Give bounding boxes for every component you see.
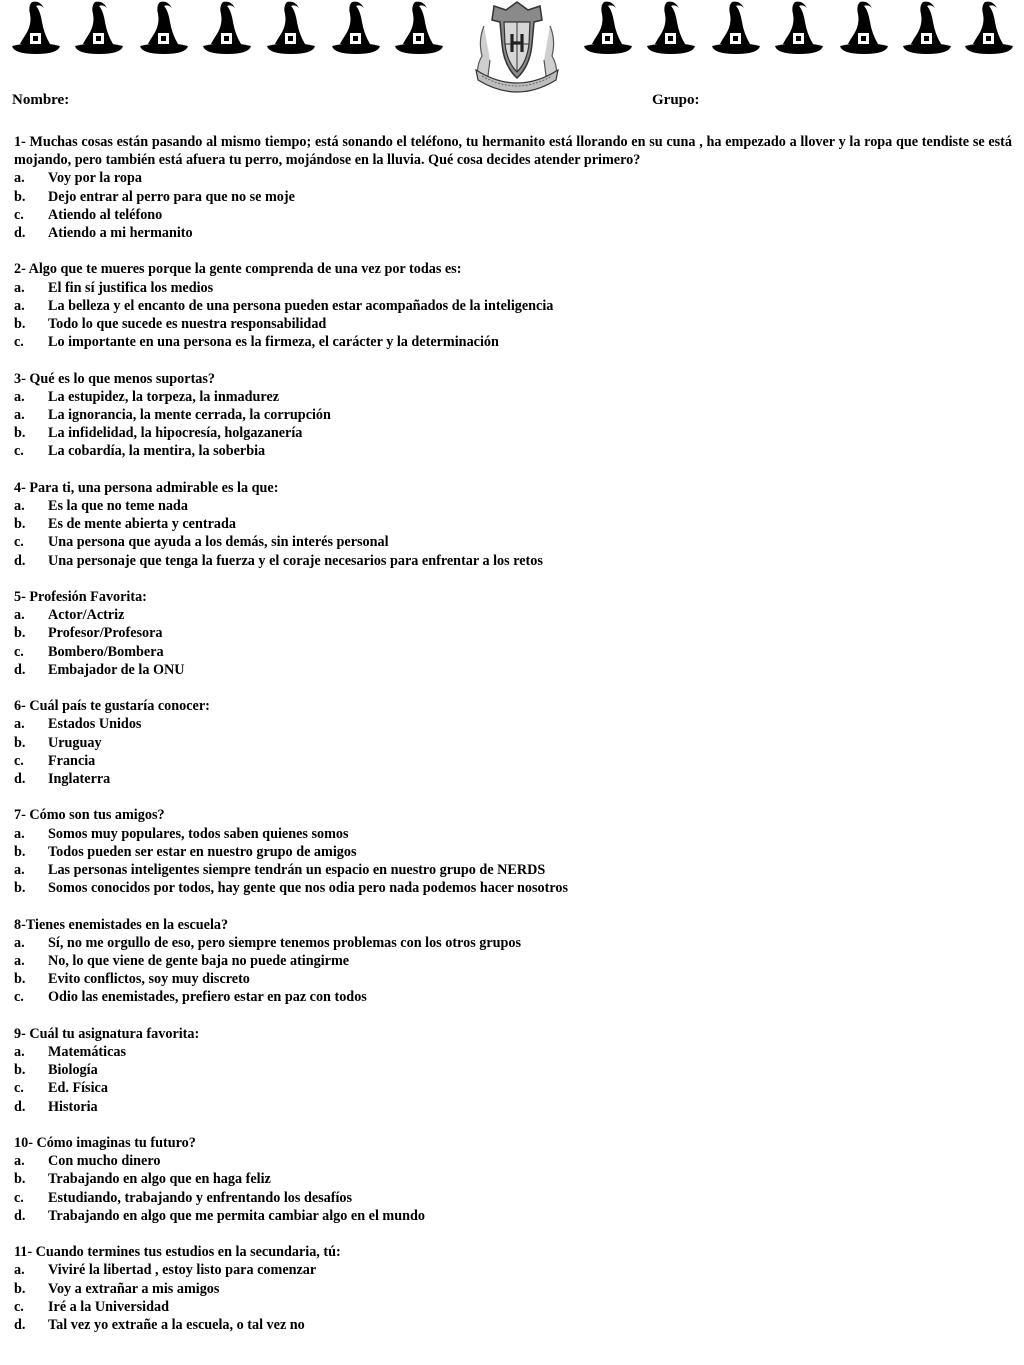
witch-hat-icon — [773, 0, 825, 58]
option-letter: c. — [14, 534, 24, 551]
option-letter: b. — [14, 843, 26, 860]
witch-hat-icon — [645, 0, 697, 58]
answer-option — [14, 825, 1012, 843]
answer-option — [14, 1170, 1012, 1188]
option-text: No, lo que viene de gente baja no puede atingirme — [48, 953, 350, 970]
witch-hat-icon — [138, 0, 190, 58]
option-text: La cobardía, la mentira, la soberbia — [48, 443, 266, 460]
answer-option — [14, 624, 1012, 642]
option-text: Las personas inteligentes siempre tendrán un espacio en nuestro grupo de NERDS — [48, 862, 546, 879]
answer-option — [14, 861, 1012, 879]
question-block — [14, 479, 1012, 570]
answer-option — [14, 1261, 1012, 1279]
option-letter: a. — [14, 1262, 25, 1279]
option-letter: a. — [14, 1153, 25, 1170]
option-text: Odio las enemistades, prefiero estar en paz con todos — [48, 989, 367, 1006]
witch-hat-icon — [10, 0, 62, 58]
option-letter: a. — [14, 953, 25, 970]
option-letter: a. — [14, 388, 25, 405]
answer-option — [14, 1079, 1012, 1097]
option-text: Dejo entrar al perro para que no se moje — [48, 188, 295, 205]
option-text: Evito conflictos, soy muy discreto — [48, 971, 250, 988]
answer-option — [14, 1207, 1012, 1225]
question-text: 9- Cuál tu asignatura favorita: — [14, 1025, 200, 1042]
answer-option — [14, 388, 1012, 406]
option-text: Atiendo al teléfono — [48, 206, 163, 223]
question-text: 5- Profesión Favorita: — [14, 589, 147, 606]
witch-hat-icon — [710, 0, 762, 58]
option-text: Una persona que ayuda a los demás, sin interés personal — [48, 534, 389, 551]
option-letter: b. — [14, 734, 26, 751]
question-block — [14, 133, 1012, 242]
option-letter: a. — [14, 279, 25, 296]
answer-option — [14, 333, 1012, 351]
question-block — [14, 916, 1012, 1007]
option-letter: c. — [14, 443, 24, 460]
question-text: 8-Tienes enemistades en la escuela? — [14, 916, 229, 933]
question-block — [14, 806, 1012, 897]
option-text: Sí, no me orgullo de eso, pero siempre tenemos problemas con los otros grupos — [48, 934, 522, 951]
option-letter: b. — [14, 1171, 26, 1188]
option-letter: a. — [14, 934, 25, 951]
option-text: Con mucho dinero — [48, 1153, 161, 1170]
option-text: Una personaje que tenga la fuerza y el coraje necesarios para enfrentar a los retos — [48, 552, 543, 569]
answer-option — [14, 279, 1012, 297]
option-letter: c. — [14, 752, 24, 769]
option-text: Voy por la ropa — [48, 170, 142, 187]
option-letter: b. — [14, 1280, 26, 1297]
option-text: La ignorancia, la mente cerrada, la corrupción — [48, 407, 331, 424]
answer-option — [14, 533, 1012, 551]
option-text: Profesor/Profesora — [48, 625, 163, 642]
questionnaire — [14, 133, 1012, 1352]
answer-option — [14, 770, 1012, 788]
witch-hat-icon — [963, 0, 1015, 58]
option-text: Biología — [48, 1062, 98, 1079]
option-letter: a. — [14, 407, 25, 424]
answer-option — [14, 843, 1012, 861]
witch-hat-icon — [838, 0, 890, 58]
witch-hat-icon — [265, 0, 317, 58]
option-letter: c. — [14, 206, 24, 223]
option-letter: d. — [14, 1207, 26, 1224]
answer-option — [14, 661, 1012, 679]
option-letter: b. — [14, 1062, 26, 1079]
answer-option — [14, 1316, 1012, 1334]
answer-option — [14, 552, 1012, 570]
answer-option — [14, 1061, 1012, 1079]
hogwarts-crest-icon — [468, 0, 566, 94]
option-letter: a. — [14, 498, 25, 515]
option-letter: a. — [14, 716, 25, 733]
option-text: Todos pueden ser estar en nuestro grupo de amigos — [48, 843, 357, 860]
question-block — [14, 370, 1012, 461]
question-block — [14, 1243, 1012, 1334]
option-text: Francia — [48, 752, 96, 769]
option-text: Somos muy populares, todos saben quienes somos — [48, 825, 349, 842]
answer-option — [14, 224, 1012, 242]
answer-option — [14, 715, 1012, 733]
witch-hat-icon — [901, 0, 953, 58]
option-letter: c. — [14, 334, 24, 351]
option-letter: a. — [14, 862, 25, 879]
answer-option — [14, 1043, 1012, 1061]
option-letter: d. — [14, 552, 26, 569]
option-text: El fin sí justifica los medios — [48, 279, 214, 296]
answer-option — [14, 879, 1012, 897]
option-letter: d. — [14, 771, 26, 788]
option-letter: d. — [14, 661, 26, 678]
answer-option — [14, 188, 1012, 206]
question-block — [14, 697, 1012, 788]
option-letter: b. — [14, 625, 26, 642]
answer-option — [14, 1280, 1012, 1298]
page-header — [0, 0, 1024, 80]
option-text: Actor/Actriz — [48, 607, 125, 624]
grupo-label: Grupo: — [652, 92, 700, 108]
option-text: La infidelidad, la hipocresía, holgazanería — [48, 425, 303, 442]
option-text: Tal vez yo extrañe a la escuela, o tal vez no — [48, 1317, 305, 1334]
option-letter: d. — [14, 225, 26, 242]
answer-option — [14, 1152, 1012, 1170]
option-letter: c. — [14, 1080, 24, 1097]
witch-hat-icon — [393, 0, 445, 58]
answer-option — [14, 406, 1012, 424]
question-text: 2- Algo que te mueres porque la gente comprenda de una vez por todas es: — [14, 261, 462, 278]
option-text: Estudiando, trabajando y enfrentando los desafíos — [48, 1189, 353, 1206]
answer-option — [14, 1298, 1012, 1316]
option-letter: a. — [14, 607, 25, 624]
option-letter: a. — [14, 825, 25, 842]
nombre-label: Nombre: — [12, 92, 70, 108]
witch-hat-icon — [582, 0, 634, 58]
witch-hat-icon — [73, 0, 125, 58]
option-text: Atiendo a mi hermanito — [48, 225, 193, 242]
option-letter: d. — [14, 1098, 26, 1115]
option-text: Historia — [48, 1098, 98, 1115]
option-letter: c. — [14, 989, 24, 1006]
option-letter: c. — [14, 643, 24, 660]
option-text: Matemáticas — [48, 1044, 126, 1061]
option-text: Bombero/Bombera — [48, 643, 164, 660]
option-text: Es la que no teme nada — [48, 498, 188, 515]
option-text: La belleza y el encanto de una persona pueden estar acompañados de la inteligencia — [48, 297, 554, 314]
answer-option — [14, 734, 1012, 752]
option-text: Trabajando en algo que me permita cambiar algo en el mundo — [48, 1207, 426, 1224]
option-letter: b. — [14, 425, 26, 442]
option-text: La estupidez, la torpeza, la inmadurez — [48, 388, 280, 405]
answer-option — [14, 988, 1012, 1006]
answer-option — [14, 643, 1012, 661]
option-text: Trabajando en algo que en haga feliz — [48, 1171, 271, 1188]
option-letter: c. — [14, 1189, 24, 1206]
answer-option — [14, 169, 1012, 187]
option-text: Embajador de la ONU — [48, 661, 185, 678]
question-text: 4- Para ti, una persona admirable es la que: — [14, 479, 279, 496]
answer-option — [14, 424, 1012, 442]
option-text: Iré a la Universidad — [48, 1298, 169, 1315]
option-letter: b. — [14, 188, 26, 205]
option-text: Todo lo que sucede es nuestra responsabilidad — [48, 316, 327, 333]
option-letter: b. — [14, 516, 26, 533]
witch-hat-icon — [330, 0, 382, 58]
answer-option — [14, 206, 1012, 224]
option-text: Voy a extrañar a mis amigos — [48, 1280, 220, 1297]
option-text: Lo importante en una persona es la firmeza, el carácter y la determinación — [48, 334, 499, 351]
option-text: Ed. Física — [48, 1080, 108, 1097]
option-letter: a. — [14, 170, 25, 187]
answer-option — [14, 1098, 1012, 1116]
option-letter: a. — [14, 1044, 25, 1061]
answer-option — [14, 952, 1012, 970]
answer-option — [14, 515, 1012, 533]
option-letter: b. — [14, 880, 26, 897]
answer-option — [14, 970, 1012, 988]
option-letter: d. — [14, 1317, 26, 1334]
option-text: Viviré la libertad , estoy listo para comenzar — [48, 1262, 317, 1279]
option-text: Uruguay — [48, 734, 102, 751]
option-text: Inglaterra — [48, 771, 111, 788]
question-block — [14, 588, 1012, 679]
answer-option — [14, 606, 1012, 624]
question-text: 6- Cuál país te gustaría conocer: — [14, 698, 210, 715]
question-text: 3- Qué es lo que menos suportas? — [14, 370, 216, 387]
question-text: 1- Muchas cosas están pasando al mismo tiempo; está sonando el teléfono, tu hermanito está llorando en su cuna , ha empezado a llover y la ropa que tendiste se está mojando, pero también está afuera tu perro, mojándose en la lluvia. Qué cosa decides atender primero? — [14, 134, 1012, 169]
question-text: 7- Cómo son tus amigos? — [14, 807, 165, 824]
option-text: Es de mente abierta y centrada — [48, 516, 236, 533]
witch-hat-icon — [201, 0, 253, 58]
option-text: Estados Unidos — [48, 716, 142, 733]
option-letter: b. — [14, 971, 26, 988]
question-block — [14, 1134, 1012, 1225]
answer-option — [14, 1189, 1012, 1207]
answer-option — [14, 752, 1012, 770]
question-block — [14, 1025, 1012, 1116]
answer-option — [14, 315, 1012, 333]
option-letter: b. — [14, 316, 26, 333]
option-text: Somos conocidos por todos, hay gente que nos odia pero nada podemos hacer nosotros — [48, 880, 569, 897]
answer-option — [14, 442, 1012, 460]
question-text: 11- Cuando termines tus estudios en la secundaria, tú: — [14, 1244, 341, 1261]
option-letter: c. — [14, 1298, 24, 1315]
option-letter: a. — [14, 297, 25, 314]
question-text: 10- Cómo imaginas tu futuro? — [14, 1135, 196, 1152]
answer-option — [14, 497, 1012, 515]
answer-option — [14, 297, 1012, 315]
question-block — [14, 260, 1012, 351]
answer-option — [14, 934, 1012, 952]
